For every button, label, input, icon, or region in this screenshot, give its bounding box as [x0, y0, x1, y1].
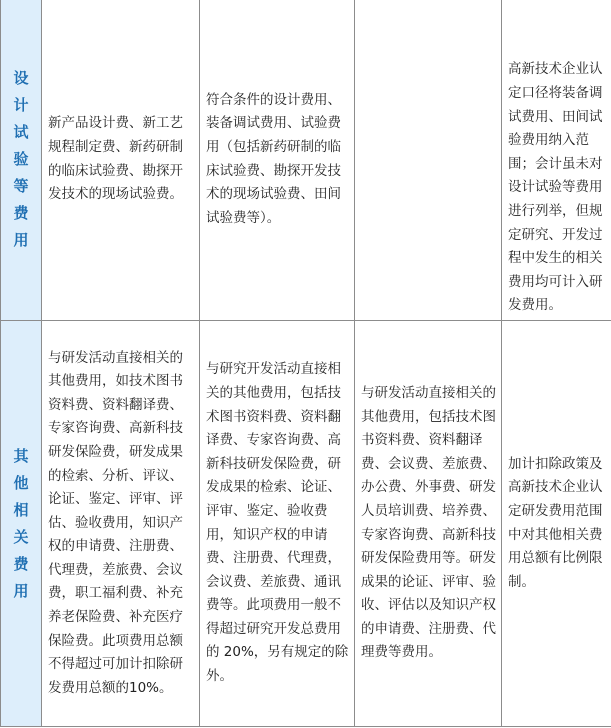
table-row-design-test-fees: [1, 0, 611, 321]
table-cell-col1: [42, 0, 200, 321]
cell-text: 新产品设计费、新工艺规程制定费、新药研制的临床试验费、勘探开发技术的现场试验费。: [48, 115, 183, 203]
table-cell-col3: [355, 321, 502, 727]
cell-text: 与研究开发活动直接相关的其他费用，包括技术图书资料费、资料翻译费、专家咨询费、高新科技研发保险费，研发成果的检索、论证、评审、鉴定、验收费用，知识产权的申请费、注册费、代理费，会议费、差旅费、通讯费等。此项费用一般不得超过研究开发总费用的 20%，另有规定的除外。: [206, 361, 349, 685]
row-header-cell: [1, 0, 42, 321]
row-header-label: 其他相关费用: [13, 446, 29, 600]
table-cell-col2: [200, 0, 355, 321]
table-cell-col4: [502, 321, 611, 727]
table-cell-col2: [200, 321, 355, 727]
table-cell-col3: [355, 0, 502, 321]
cell-text: 与研发活动直接相关的其他费用，包括技术图书资料费、资料翻译费、会议费、差旅费、办公费、外事费、研发人员培训费、培养费、专家咨询费、高新科技研发保险费用等。研发成果的论证、评审、验收、评估以及知识产权的申请费、注册费、代理费等费用。: [361, 384, 496, 661]
row-header-cell: [1, 321, 42, 727]
table-cell-col4: [502, 0, 611, 321]
cell-text: 加计扣除政策及高新技术企业认定研发费用范围中对其他相关费用总额有比例限制。: [508, 455, 603, 590]
row-header-label: 设计试验等费用: [13, 69, 29, 249]
cell-text: 与研发活动直接相关的其他费用，如技术图书资料费、资料翻译费、专家咨询费、高新科技研发保险费，研发成果的检索、分析、评议、论证、鉴定、评审、评估、验收费用，知识产权的申请费、注册费、代理费，差旅费、会议费，职工福利费、补充养老保险费、补充医疗保险费。此项费用总额不得超过可加计扣除研发费用总额的10%。: [48, 349, 183, 696]
cell-text: 符合条件的设计费用、装备调试费用、试验费用（包括新药研制的临床试验费、勘探开发技术的现场试验费、田间试验费等）。: [206, 91, 341, 226]
table-cell-col1: [42, 321, 200, 727]
cell-text: 高新技术企业认定口径将装备调试费用、田间试验费用纳入范围；会计虽未对设计试验等费用进行列举，但规定研究、开发过程中发生的相关费用均可计入研发费用。: [508, 61, 603, 314]
table-row-other-related-fees: [1, 321, 611, 727]
